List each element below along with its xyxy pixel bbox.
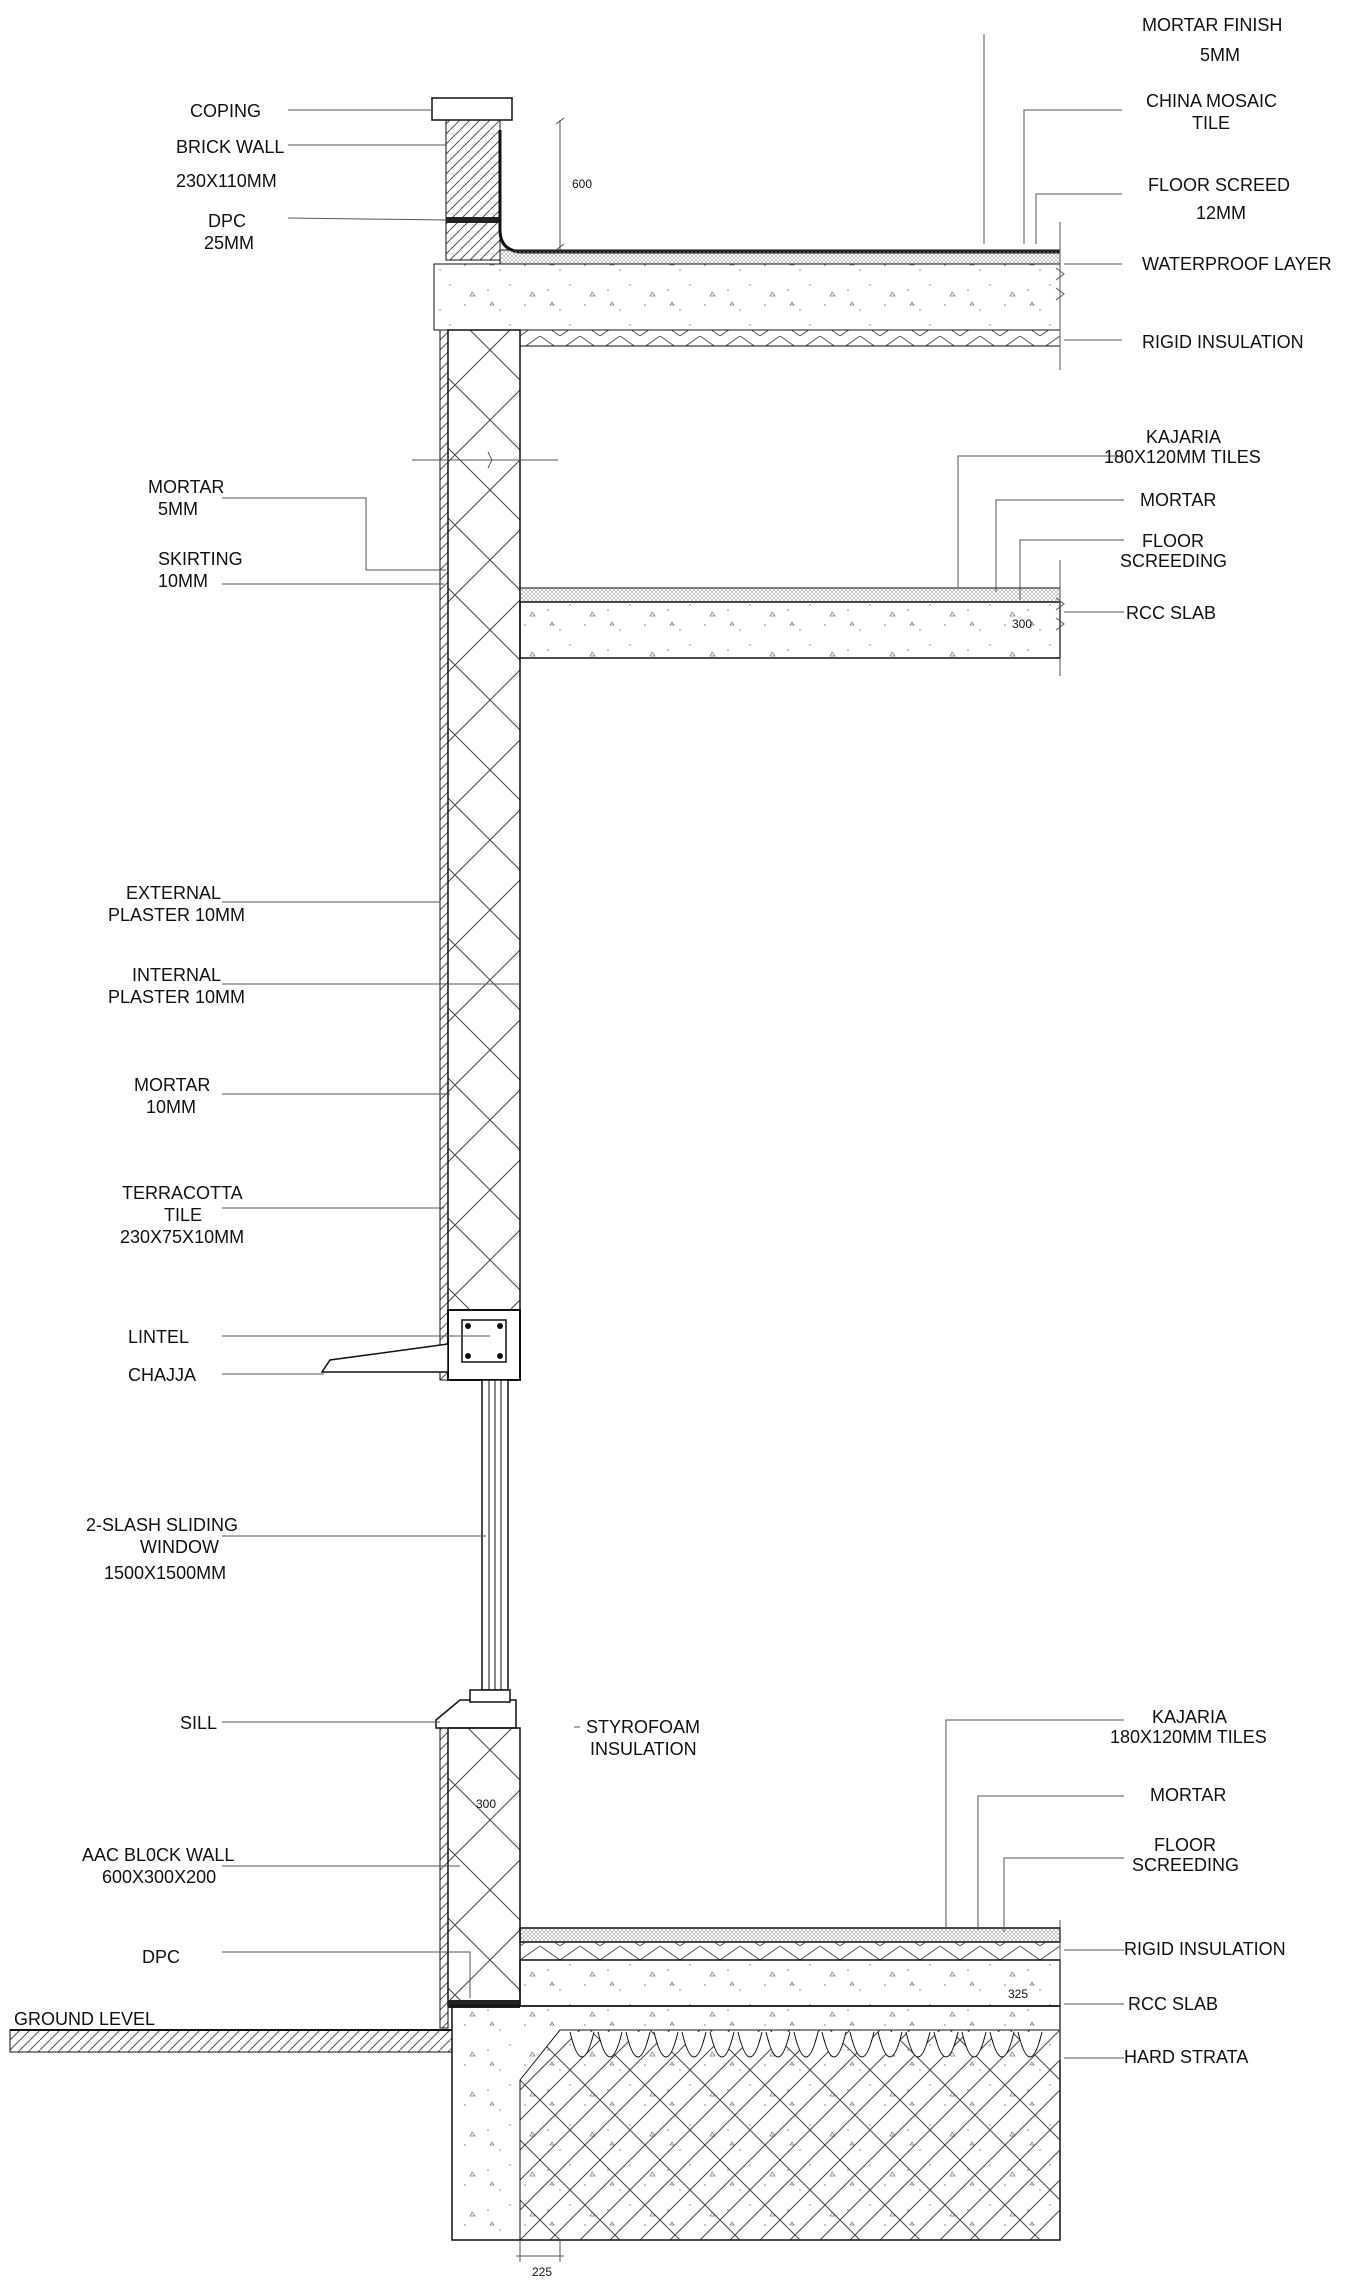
label-kajaria-bot-1: KAJARIA — [1152, 1707, 1228, 1727]
parapet-group — [432, 98, 1064, 370]
brick-wall-upper — [448, 330, 520, 1380]
label-mortar-5: MORTAR — [148, 477, 225, 497]
label-dpc-bottom: DPC — [142, 1947, 181, 1967]
label-floor-screed: FLOOR SCREED — [1148, 175, 1291, 195]
label-china-mosaic-1: CHINA MOSAIC — [1146, 91, 1278, 111]
label-skirting: SKIRTING — [158, 549, 243, 569]
label-ground-level: GROUND LEVEL — [14, 2009, 156, 2029]
label-mortar-10: MORTAR — [134, 1075, 211, 1095]
coping — [432, 98, 512, 120]
label-styrofoam-2: INSULATION — [590, 1739, 697, 1759]
label-mortar-finish: MORTAR FINISH — [1142, 15, 1283, 35]
terracotta-lower — [440, 1728, 448, 2028]
sill — [436, 1700, 516, 1728]
dim-foundation: 225 — [532, 2265, 553, 2279]
label-sill: SILL — [180, 1713, 218, 1733]
label-brick-wall-size: 230X110MM — [176, 171, 277, 191]
parapet-brick-wall — [446, 120, 500, 260]
dim-slab-mid: 300 — [1012, 617, 1033, 631]
label-hard-strata: HARD STRATA — [1124, 2047, 1249, 2067]
label-ext-plaster-2: PLASTER 10MM — [108, 905, 246, 925]
label-terracotta-2: TILE — [164, 1205, 203, 1225]
hard-strata-boulders — [570, 2032, 1042, 2057]
label-aac-2: 600X300X200 — [102, 1867, 217, 1887]
label-int-plaster-1: INTERNAL — [132, 965, 222, 985]
label-terracotta-3: 230X75X10MM — [120, 1227, 245, 1247]
label-mortar-finish-size: 5MM — [1200, 45, 1240, 65]
lower-wall-group — [10, 1728, 1060, 2240]
mid-floor-group — [520, 560, 1064, 676]
label-window-1: 2-SLASH SLIDING — [86, 1515, 239, 1535]
label-screeding-bot-2: SCREEDING — [1132, 1855, 1240, 1875]
label-kajaria-mid-2: 180X120MM TILES — [1104, 447, 1261, 467]
label-window-2: WINDOW — [140, 1537, 219, 1557]
main-wall-group — [322, 330, 558, 1380]
dim-block: 300 — [476, 1797, 497, 1811]
ground-floor-finish — [520, 1928, 1060, 1942]
label-mortar-10-size: 10MM — [146, 1097, 197, 1117]
label-rcc-bot: RCC SLAB — [1128, 1994, 1219, 2014]
label-china-mosaic-2: TILE — [1192, 113, 1231, 133]
label-mortar-mid: MORTAR — [1140, 490, 1217, 510]
ground-strip — [10, 2030, 452, 2052]
window-group — [436, 1380, 516, 1728]
terracotta-cladding — [440, 330, 448, 1380]
label-rigid-bot: RIGID INSULATION — [1124, 1939, 1286, 1959]
label-screeding-mid-2: SCREEDING — [1120, 551, 1228, 571]
label-window-3: 1500X1500MM — [104, 1563, 227, 1583]
label-chajja: CHAJJA — [128, 1365, 197, 1385]
roof-slab — [434, 264, 1060, 330]
label-waterproof: WATERPROOF LAYER — [1142, 254, 1332, 274]
left-labels — [14, 101, 284, 2029]
label-kajaria-mid-1: KAJARIA — [1146, 427, 1222, 447]
label-coping: COPING — [190, 101, 262, 121]
ground-rcc-slab — [520, 1960, 1060, 2006]
label-mortar-bot: MORTAR — [1150, 1785, 1227, 1805]
dim-slab-bot: 325 — [1008, 1987, 1029, 2001]
chajja — [322, 1344, 448, 1372]
label-int-plaster-2: PLASTER 10MM — [108, 987, 246, 1007]
label-mortar-5-size: 5MM — [158, 499, 198, 519]
label-terracotta-1: TERRACOTTA — [122, 1183, 243, 1203]
label-skirting-size: 10MM — [158, 571, 209, 591]
parapet-dpc — [446, 217, 500, 223]
roof-rigid-insulation — [520, 330, 1060, 346]
label-floor-screed-size: 12MM — [1196, 203, 1247, 223]
label-aac-1: AAC BL0CK WALL — [82, 1845, 235, 1865]
label-rigid-top: RIGID INSULATION — [1142, 332, 1304, 352]
label-screeding-mid-1: FLOOR — [1142, 531, 1205, 551]
ground-rigid-insulation — [520, 1942, 1060, 1960]
label-styrofoam-1: STYROFOAM — [586, 1717, 701, 1737]
mid-rcc-slab — [520, 602, 1060, 658]
label-lintel: LINTEL — [128, 1327, 190, 1347]
hard-strata-zone — [520, 2030, 1060, 2240]
label-ext-plaster-1: EXTERNAL — [126, 883, 222, 903]
dim-parapet: 600 — [572, 177, 593, 191]
roof-finish-layers — [500, 250, 1060, 264]
label-dpc-top: DPC — [208, 211, 247, 231]
label-rcc-mid: RCC SLAB — [1126, 603, 1217, 623]
mid-tile-layer — [520, 588, 1060, 602]
label-dpc-top-size: 25MM — [204, 233, 255, 253]
label-kajaria-bot-2: 180X120MM TILES — [1110, 1727, 1267, 1747]
waterproof-upturn — [500, 130, 1060, 252]
label-screeding-bot-1: FLOOR — [1154, 1835, 1217, 1855]
label-brick-wall: BRICK WALL — [176, 137, 285, 157]
aac-block-wall — [448, 1728, 520, 2006]
